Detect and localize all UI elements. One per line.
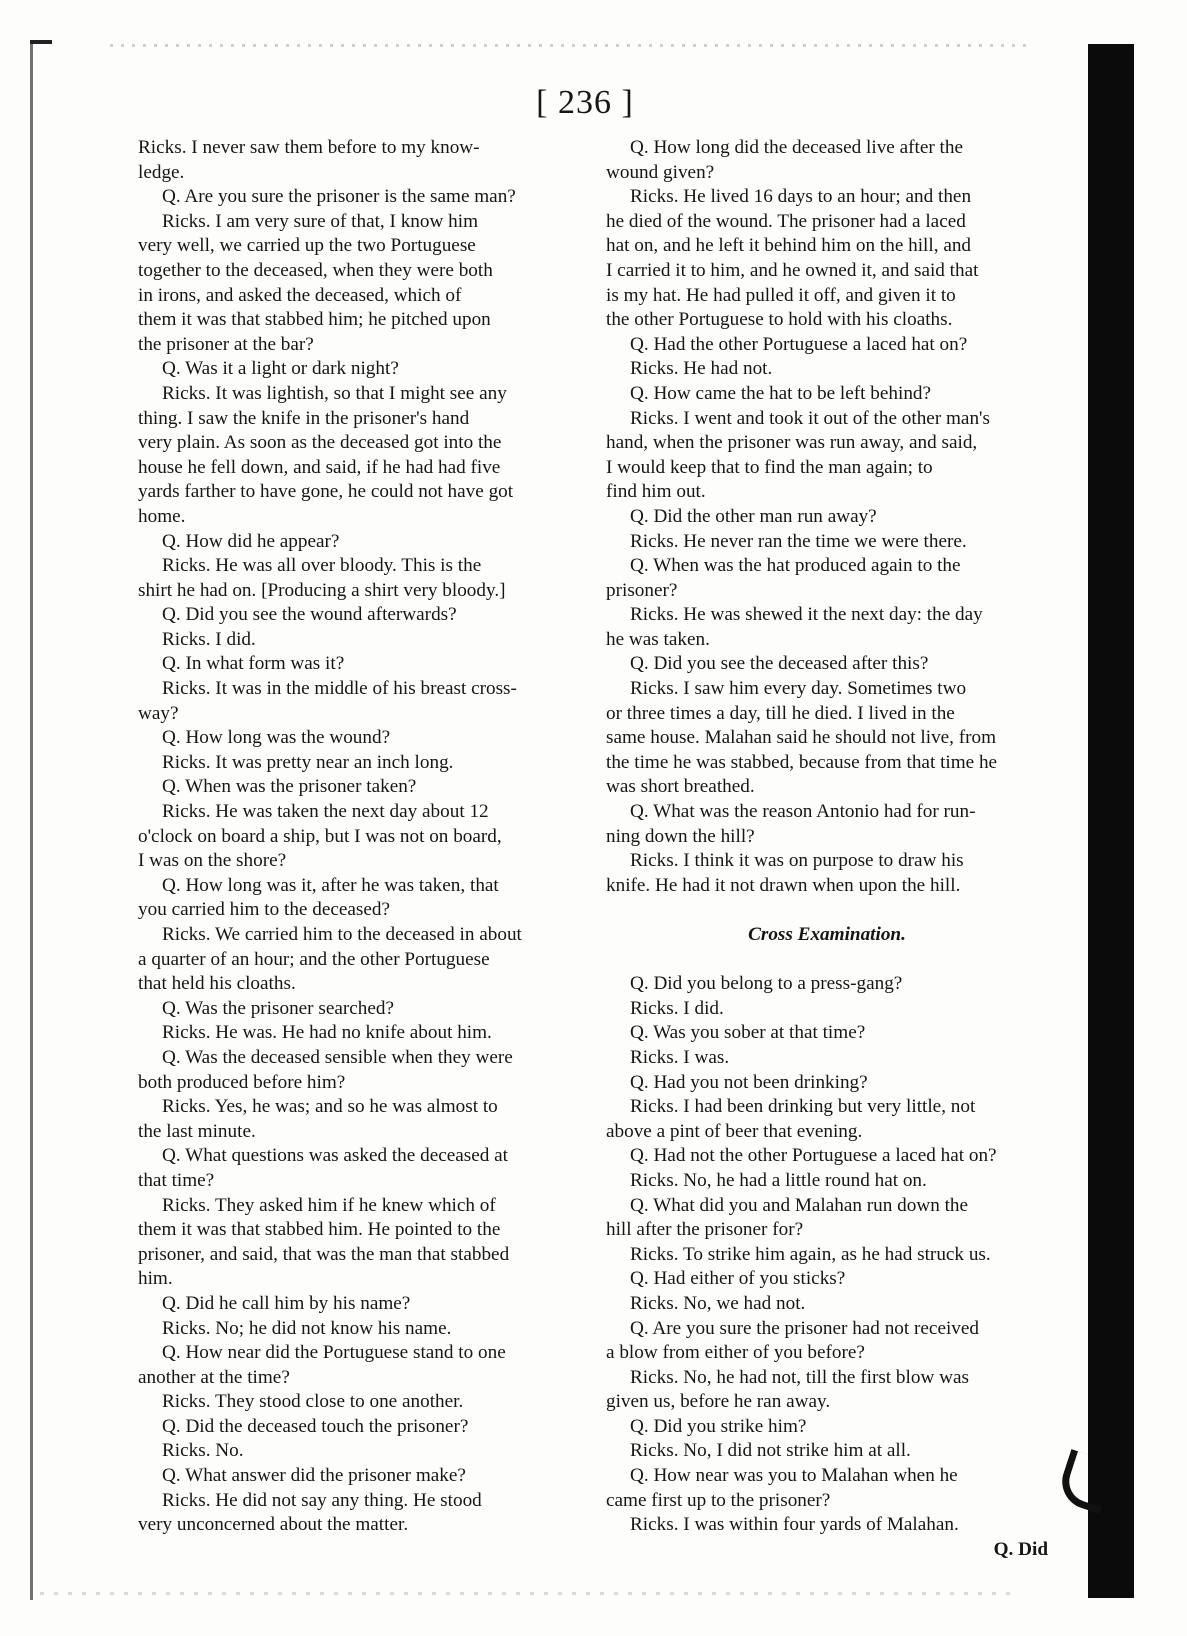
text-line: you carried him to the deceased? [138,899,390,921]
text-line: Ricks. I did. [630,997,724,1019]
text-line: them it was that stabbed him; he pitched upon [138,309,491,331]
text-line: Ricks. He did not say any thing. He stood [162,1489,482,1511]
text-line: the last minute. [138,1120,256,1142]
text-line [606,898,1048,923]
text-line: Ricks. They asked him if he knew which of [162,1194,496,1216]
text-line: Q. What answer did the prisoner make? [162,1465,466,1487]
text-line: yards farther to have gone, he could not have got [138,481,514,503]
text-line: Ricks. He was shewed it the next day: the day [630,604,983,626]
text-line: ledge. [138,161,185,183]
text-line: Q. Did you strike him? [630,1415,807,1437]
text-line: another at the time? [138,1366,290,1388]
page-number: [ 236 ] [536,84,634,121]
text-line: Ricks. He had not. [630,358,773,380]
text-line: Q. Had not the other Portuguese a laced hat on? [630,1145,997,1167]
text-line: same house. Malahan said he should not live, from [606,727,997,749]
text-line: Ricks. It was pretty near an inch long. [162,751,454,773]
text-line: Ricks. No; he did not know his name. [162,1317,452,1339]
text-line: knife. He had it not drawn when upon the hill. [606,874,961,896]
text-line: Ricks. No, he had not, till the first blow was [630,1366,969,1388]
text-line: Q. How long did the deceased live after the [630,137,963,158]
text-line: Ricks. I did. [162,628,256,650]
text-line: Q. Had you not been drinking? [630,1071,868,1093]
text-line: is my hat. He had pulled it off, and given it to [606,284,956,306]
text-line: Ricks. I never saw them before to my know- [138,137,480,158]
text-line: Ricks. Yes, he was; and so he was almost to [162,1096,498,1118]
text-line: Q. Are you sure the prisoner had not received [630,1317,979,1339]
text-line: Q. What questions was asked the deceased at [162,1145,508,1167]
text-line: Ricks. He was taken the next day about 12 [162,801,489,823]
text-line: in irons, and asked the deceased, which of [138,284,462,306]
text-line: Ricks. He lived 16 days to an hour; and then [630,186,972,208]
text-line: given us, before he ran away. [606,1391,831,1413]
text-line: or three times a day, till he died. I lived in the [606,702,955,724]
text-line: a blow from either of you before? [606,1342,865,1364]
text-line: a quarter of an hour; and the other Portuguese [138,948,490,970]
top-edge-noise [110,44,1030,47]
text-line: Ricks. No, we had not. [630,1292,806,1314]
text-line: Ricks. He was. He had no knife about him. [162,1022,492,1044]
text-line: together to the deceased, when they were both [138,259,493,281]
text-line: Q. Did you belong to a press-gang? [630,973,903,995]
text-line: both produced before him? [138,1071,346,1093]
text-line: I was on the shore? [138,850,287,872]
text-line: I would keep that to find the man again; to [606,456,933,478]
text-line: home. [138,505,186,527]
text-line: Q. Had either of you sticks? [630,1268,846,1290]
text-line: Q. Did the other man run away? [630,505,877,527]
text-line: Q. In what form was it? [162,653,345,675]
right-text-column [606,136,1048,1562]
bottom-edge-noise [40,1592,1020,1595]
text-line: Ricks. I think it was on purpose to draw his [630,850,964,872]
text-line: them it was that stabbed him. He pointed to the [138,1219,501,1241]
text-line: very unconcerned about the matter. [138,1514,409,1536]
text-line: the other Portuguese to hold with his cloaths. [606,309,953,331]
text-line: very plain. As soon as the deceased got into the [138,432,502,454]
text-line: Q. How near did the Portuguese stand to one [162,1342,506,1364]
text-line: prisoner? [606,579,678,601]
text-line: wound given? [606,161,715,183]
text-line: Ricks. It was lightish, so that I might see any [162,382,507,404]
text-line: Q. Did the deceased touch the prisoner? [162,1415,469,1437]
text-line: thing. I saw the knife in the prisoner's hand [138,407,470,429]
text-line: he was taken. [606,628,710,650]
text-line: o'clock on board a ship, but I was not on board, [138,825,502,847]
text-line: prisoner, and said, that was the man that stabbed [138,1243,510,1265]
text-line: Q. When was the hat produced again to the [630,555,961,577]
text-line: Ricks. I was. [630,1046,730,1068]
text-line: Q. Was you sober at that time? [630,1022,866,1044]
text-line: shirt he had on. [Producing a shirt very bloody.] [138,579,506,601]
text-line: Ricks. To strike him again, as he had struck us. [630,1243,991,1265]
text-line [606,948,1048,973]
text-line: Q. Was it a light or dark night? [162,358,399,380]
text-line: Ricks. He never ran the time we were there. [630,530,967,552]
text-line: Q. Did you see the deceased after this? [630,653,929,675]
binding-shadow-bar [1088,44,1134,1598]
left-margin-rule [30,40,33,1600]
text-line: Q. How long was the wound? [162,727,391,749]
text-line: was short breathed. [606,776,755,798]
text-line: hill after the prisoner for? [606,1219,804,1241]
text-line: Q. When was the prisoner taken? [162,776,417,798]
top-corner-mark [30,40,52,44]
text-line: Ricks. It was in the middle of his breast cross- [162,678,517,700]
text-line: ning down the hill? [606,825,755,847]
left-text-column [138,136,574,1538]
text-line: came first up to the prisoner? [606,1489,831,1511]
text-line: Ricks. They stood close to one another. [162,1391,464,1413]
text-line: Ricks. No, I did not strike him at all. [630,1440,911,1462]
text-line: I carried it to him, and he owned it, and said that [606,259,979,281]
text-line: Ricks. No, he had a little round hat on. [630,1169,927,1191]
text-line: Q. Are you sure the prisoner is the same man? [162,186,516,208]
text-line: Q. Did he call him by his name? [162,1292,411,1314]
text-line: the time he was stabbed, because from that time he [606,751,998,773]
text-line: Q. What did you and Malahan run down the [630,1194,969,1216]
text-line: find him out. [606,481,706,503]
text-line: Ricks. I am very sure of that, I know him [162,210,478,232]
text-line: Ricks. No. [162,1440,244,1462]
text-line: Q. How did he appear? [162,530,340,552]
text-line: Q. Was the deceased sensible when they were [162,1046,513,1068]
section-heading: Cross Examination. [748,924,906,945]
text-line: Q. What was the reason Antonio had for run- [630,801,976,823]
text-line: hat on, and he left it behind him on the hill, and [606,235,972,257]
text-line: way? [138,702,179,724]
text-line: that time? [138,1169,215,1191]
text-line: Ricks. I saw him every day. Sometimes two [630,678,967,700]
text-line: that held his cloaths. [138,973,296,995]
text-line: Q. Was the prisoner searched? [162,997,394,1019]
text-line: Q. How long was it, after he was taken, that [162,874,499,896]
text-line: Ricks. We carried him to the deceased in about [162,924,522,945]
text-line: Ricks. He was all over bloody. This is the [162,555,482,577]
text-line: very well, we carried up the two Portuguese [138,235,476,257]
text-line: Q. How came the hat to be left behind? [630,382,932,404]
text-line: Ricks. I was within four yards of Malahan. [630,1514,959,1536]
text-line: the prisoner at the bar? [138,333,314,355]
catchword: Q. Did [993,1538,1048,1560]
text-line: Q. How near was you to Malahan when he [630,1465,958,1487]
text-line: house he fell down, and said, if he had had five [138,456,501,478]
text-line: him. [138,1268,173,1290]
text-line: above a pint of beer that evening. [606,1120,863,1142]
text-line: Ricks. I had been drinking but very little, not [630,1096,976,1118]
text-line: Q. Did you see the wound afterwards? [162,604,457,626]
text-line: he died of the wound. The prisoner had a laced [606,210,966,232]
text-line: Q. Had the other Portuguese a laced hat on? [630,333,968,355]
text-line: Ricks. I went and took it out of the other man's [630,407,990,429]
text-line: hand, when the prisoner was run away, and said, [606,432,978,454]
